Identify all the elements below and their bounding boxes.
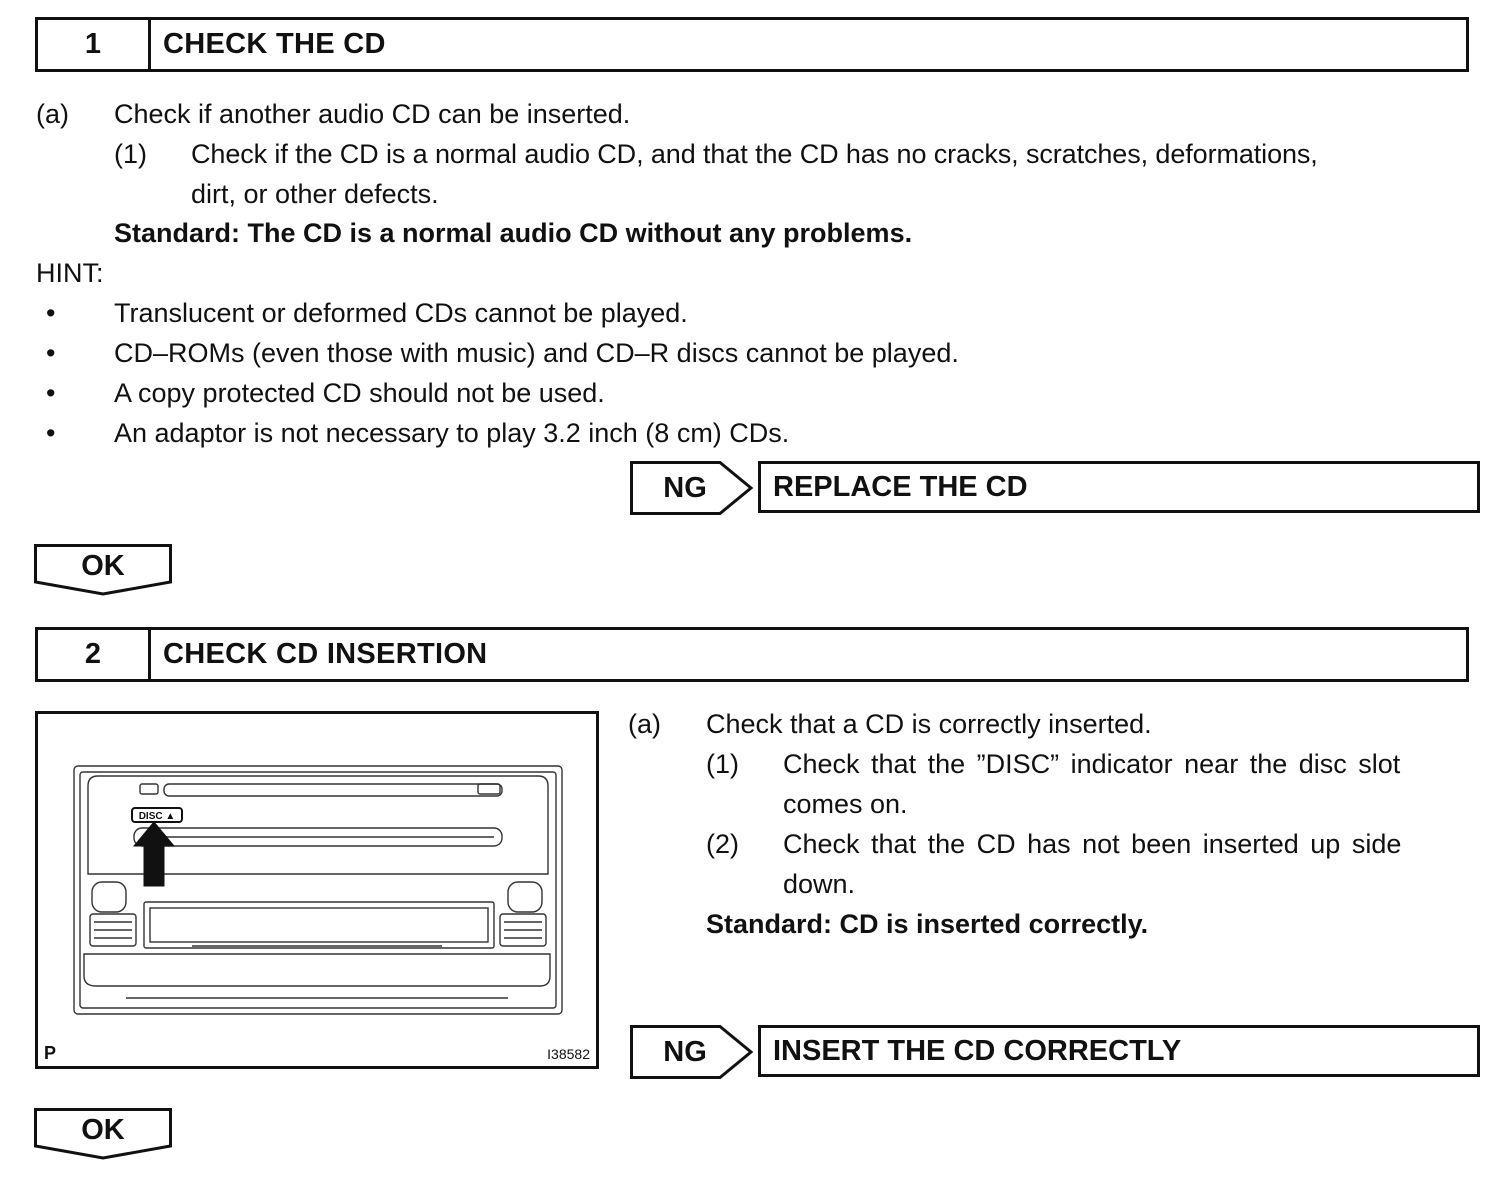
step-2-item-a-label: (a) <box>628 709 661 739</box>
step-2-ng-result: INSERT THE CD CORRECTLY <box>758 1025 1480 1077</box>
step-2-ng-label: NG <box>663 1035 707 1068</box>
step-2-sub2-line2: down. <box>783 869 856 899</box>
step-2-number: 2 <box>38 630 151 679</box>
hint-item: An adaptor is not necessary to play 3.2 inch (8 cm) CDs. <box>114 418 790 448</box>
arrow-up-icon <box>134 822 174 886</box>
hint-bullet: • <box>46 338 56 368</box>
disc-indicator-label: DISC ▲ <box>138 811 176 822</box>
step-2-sub1-line1: Check that the ”DISC” indicator near the disc slot <box>783 749 1401 779</box>
hint-bullet: • <box>46 378 56 408</box>
figure-corner-code: P <box>44 1043 57 1063</box>
hint-item: Translucent or deformed CDs cannot be played. <box>114 298 688 328</box>
step-1-sub1-line1: Check if the CD is a normal audio CD, and that the CD has no cracks, scratches, deformations, <box>191 139 1318 169</box>
step-2-ok-label: OK <box>81 1113 125 1146</box>
step-1-sub1-label: (1) <box>114 139 147 169</box>
hint-item: A copy protected CD should not be used. <box>114 378 605 408</box>
hint-bullet: • <box>46 418 56 448</box>
step-1-item-a-label: (a) <box>36 99 69 129</box>
step-1-ng-result: REPLACE THE CD <box>758 461 1480 513</box>
step-1-ng-label: NG <box>663 471 707 504</box>
step-1-ng-tag <box>630 461 754 515</box>
hint-label: HINT: <box>36 258 104 288</box>
step-1-item-a-text: Check if another audio CD can be inserted. <box>114 99 631 129</box>
step-2-sub2-line1: Check that the CD has not been inserted up side <box>783 829 1402 859</box>
step-1-ok-tag <box>34 544 172 596</box>
step-2-item-a-text: Check that a CD is correctly inserted. <box>706 709 1152 739</box>
step-1-ok-label: OK <box>81 549 125 582</box>
step-1-sub1-line2: dirt, or other defects. <box>191 179 439 209</box>
step-2-header <box>35 627 1469 682</box>
figure-id: I38582 <box>547 1046 590 1062</box>
step-2-standard: Standard: CD is inserted correctly. <box>706 909 1149 939</box>
cd-player-illustration <box>35 711 599 1069</box>
hint-item: CD–ROMs (even those with music) and CD–R discs cannot be played. <box>114 338 959 368</box>
step-2-ok-tag <box>34 1108 172 1160</box>
step-2-sub1-label: (1) <box>706 749 739 779</box>
step-1-title: CHECK THE CD <box>163 28 386 60</box>
step-1-number: 1 <box>38 20 151 69</box>
hint-bullet: • <box>46 298 56 328</box>
step-2-title: CHECK CD INSERTION <box>163 638 488 670</box>
step-2-sub1-line2: comes on. <box>783 789 908 819</box>
step-2-sub2-label: (2) <box>706 829 739 859</box>
step-1-header <box>35 17 1469 72</box>
step-2-ng-tag <box>630 1025 754 1079</box>
audio-unit-drawing <box>38 714 596 1066</box>
step-1-standard: Standard: The CD is a normal audio CD without any problems. <box>114 218 913 248</box>
